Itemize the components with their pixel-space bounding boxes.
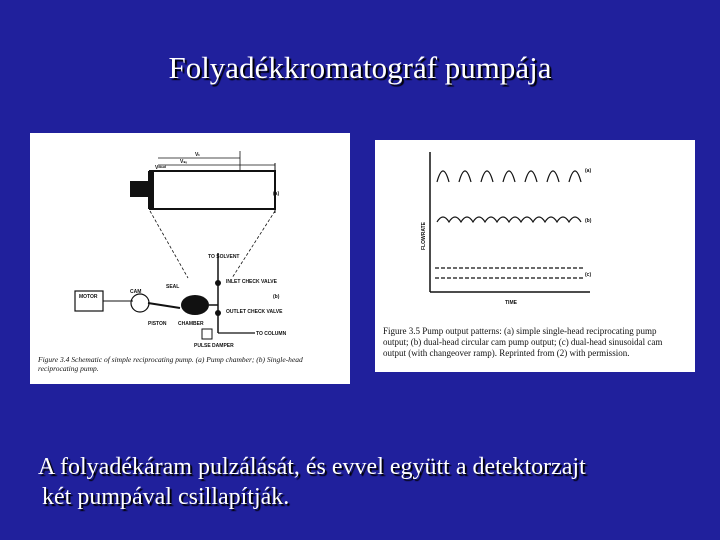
label-motor: MOTOR: [79, 294, 98, 300]
label-inlet-check-valve: INLET CHECK VALVE: [226, 279, 277, 285]
label-cam: CAM: [130, 289, 142, 295]
body-line-2: két pumpával csillapítják.: [42, 484, 290, 510]
trace-a-label: (a): [585, 168, 592, 174]
trace-a: [437, 171, 581, 182]
label-vsw: Vₛᵥ: [180, 159, 188, 165]
pump-schematic-drawing: [30, 133, 350, 384]
pump-schematic-figure: [30, 133, 350, 384]
trace-b: [437, 217, 581, 222]
figure-right-caption: Figure 3.5 Pump output patterns: (a) simple single-head reciprocating pump output; (b) dual-head circular cam pump output; (c) dual-head sinusoidal cam output (with changeover ramp). Reprinted from (2) with permission.: [383, 326, 663, 358]
figure-left-caption: Figure 3.4 Schematic of simple reciprocating pump. (a) Pump chamber; (b) Single-head reciprocating pump.: [38, 355, 303, 373]
label-piston: PISTON: [148, 321, 167, 327]
x-axis-label: TIME: [505, 300, 517, 306]
flowrate-patterns-figure: [375, 140, 695, 372]
trace-c-label: (c): [585, 272, 592, 278]
label-seal: SEAL: [166, 284, 180, 290]
label-to-column: TO COLUMN: [256, 331, 287, 337]
label-to-solvent: TO SOLVENT: [208, 254, 240, 260]
label-outlet-check-valve: OUTLET CHECK VALVE: [226, 309, 283, 315]
slide-title: Folyadékkromatográf pumpája: [168, 50, 552, 85]
flowrate-plot: [375, 140, 695, 320]
label-b: (b): [273, 294, 280, 300]
label-chamber: CHAMBER: [178, 321, 204, 327]
label-pulse-damper: PULSE DAMPER: [194, 343, 234, 349]
label-vdead: Vᵈᵉᵃᵈ: [155, 165, 167, 171]
trace-b-label: (b): [585, 218, 592, 224]
body-line-1: A folyadékáram pulzálását, és evvel együtt a detektorzajt: [38, 454, 586, 480]
label-vt: Vₜ: [195, 152, 200, 158]
slide-body-text: [38, 452, 708, 512]
label-a: (a): [273, 191, 280, 197]
y-axis-label: FLOWRATE: [421, 222, 427, 250]
